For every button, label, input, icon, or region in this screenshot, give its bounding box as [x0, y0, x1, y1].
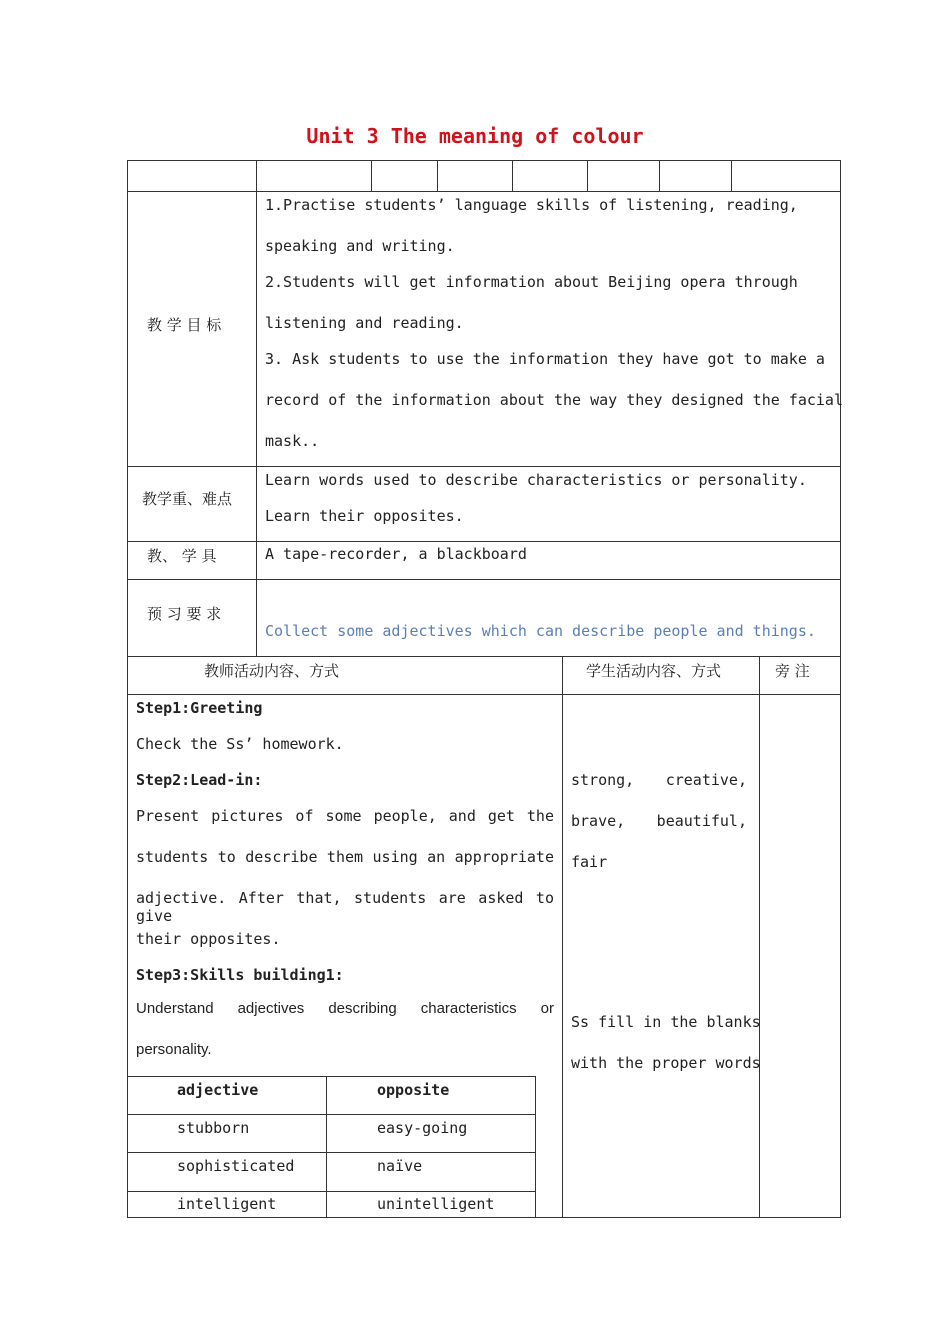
notes-column-header: 旁 注	[775, 662, 810, 680]
lesson-plan-table	[127, 160, 841, 1218]
teacher-column-header: 教师活动内容、方式	[204, 662, 340, 680]
preview-text: Collect some adjectives which can describe people and things.	[265, 622, 816, 640]
vocab-col-divider	[535, 1076, 536, 1218]
page-title: Unit 3 The meaning of colour	[306, 124, 644, 148]
objective-line: 3. Ask students to use the information they have got to make a	[265, 350, 825, 368]
step2-line: students to describe them using an appropriate	[136, 848, 554, 866]
aids-label: 教、 学 具	[147, 547, 217, 565]
student-words-line: strong, creative,	[571, 771, 747, 789]
aids-text: A tape-recorder, a blackboard	[265, 545, 527, 563]
step3-line: personality.	[136, 1041, 212, 1058]
key-point-line: Learn their opposites.	[265, 507, 464, 525]
vocab-cell: intelligent	[177, 1195, 277, 1213]
step1-title: Step1:Greeting	[136, 699, 263, 717]
row-divider	[127, 656, 841, 657]
key-points-label: 教学重、难点	[142, 490, 233, 508]
student-fill-line: with the proper words	[571, 1054, 761, 1072]
objectives-label: 教 学 目 标	[147, 316, 222, 334]
objective-line: speaking and writing.	[265, 237, 455, 255]
row-divider	[127, 191, 841, 192]
objective-line: listening and reading.	[265, 314, 464, 332]
header-cell-divider	[437, 160, 438, 191]
row-divider	[127, 541, 841, 542]
header-cell-divider	[371, 160, 372, 191]
objective-line: 1.Practise students’ language skills of listening, reading,	[265, 196, 798, 214]
label-column-divider	[256, 160, 257, 657]
vocab-row-divider	[127, 1191, 536, 1192]
student-fill-line: Ss fill in the blanks	[571, 1013, 761, 1031]
objective-line: record of the information about the way they designed the facial	[265, 391, 843, 409]
vocab-col-divider	[326, 1076, 327, 1218]
header-cell-divider	[659, 160, 660, 191]
student-words-line: brave, beautiful,	[571, 812, 747, 830]
vocab-cell: sophisticated	[177, 1157, 295, 1175]
vocab-header-adjective: adjective	[177, 1081, 259, 1099]
vocab-header-opposite: opposite	[377, 1081, 450, 1099]
vocab-row-divider	[127, 1152, 536, 1153]
header-cell-divider	[512, 160, 513, 191]
step3-title: Step3:Skills building1:	[136, 966, 344, 984]
step1-text: Check the Ss’ homework.	[136, 735, 344, 753]
step2-title: Step2:Lead-in:	[136, 771, 263, 789]
vocab-cell: easy-going	[377, 1119, 468, 1137]
step2-line: Present pictures of some people, and get the	[136, 807, 554, 825]
column-divider	[562, 656, 563, 1218]
objective-line: mask..	[265, 432, 320, 450]
objective-line: 2.Students will get information about Beijing opera through	[265, 273, 798, 291]
step3-line: Understand adjectives describing characteristics or	[136, 1000, 554, 1017]
column-divider	[759, 656, 760, 1218]
vocab-row-divider	[127, 1114, 536, 1115]
student-column-header: 学生活动内容、方式	[586, 662, 722, 680]
vocab-cell: unintelligent	[377, 1195, 495, 1213]
student-words-line: fair	[571, 853, 608, 871]
row-divider	[127, 579, 841, 580]
vocab-cell: naïve	[377, 1157, 423, 1175]
key-point-line: Learn words used to describe characteristics or personality.	[265, 471, 807, 489]
vocab-row-divider	[127, 1076, 536, 1077]
header-cell-divider	[587, 160, 588, 191]
row-divider	[127, 694, 841, 695]
step2-line: their opposites.	[136, 930, 281, 948]
vocab-col-divider	[127, 1076, 128, 1218]
vocab-cell: stubborn	[177, 1119, 250, 1137]
step2-line: adjective. After that, students are asked to give	[136, 889, 554, 925]
preview-label: 预 习 要 求	[147, 605, 222, 623]
header-cell-divider	[731, 160, 732, 191]
row-divider	[127, 466, 841, 467]
